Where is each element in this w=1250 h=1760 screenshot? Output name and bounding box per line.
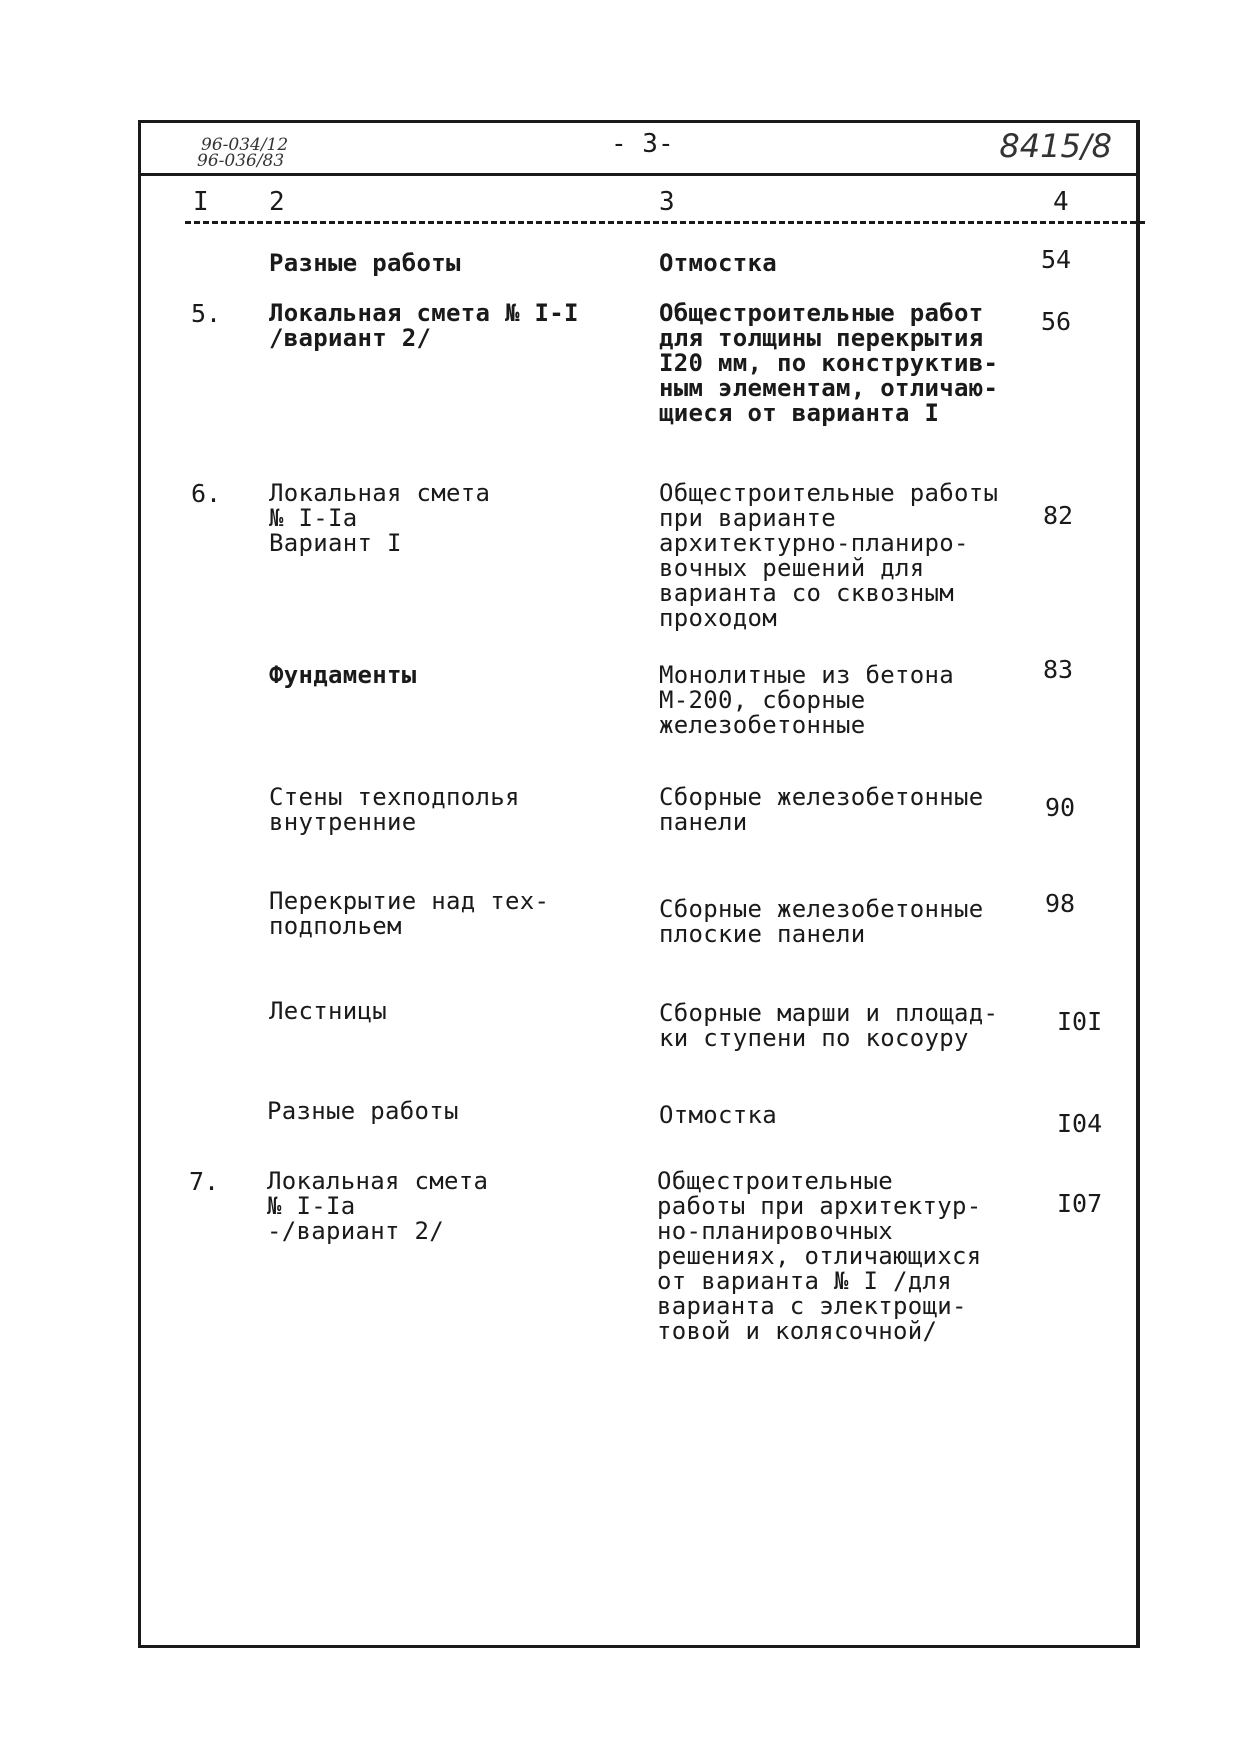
row-6-page: I0I	[1057, 1007, 1103, 1036]
row-1-desc: Общестроительные работ для толщины перекрытия I20 мм, по конструктив- ным элементам, отличаю- щиеся от варианта I	[659, 299, 999, 427]
row-0-page: 54	[1041, 245, 1072, 274]
column-header-divider	[185, 221, 1145, 224]
column-header-4: 4	[1053, 187, 1069, 217]
row-2-page: 82	[1043, 501, 1074, 530]
page-number: - 3-	[611, 129, 674, 159]
column-header-2: 2	[269, 187, 285, 217]
row-8-number: 7.	[189, 1167, 220, 1196]
row-5-desc: Сборные железобетонные плоские панели	[659, 895, 984, 948]
row-7-desc: Отмостка	[659, 1101, 777, 1129]
reference-number-1: 96-034/12	[201, 135, 289, 155]
row-3-name: Фундаменты	[269, 661, 417, 689]
row-8-page: I07	[1057, 1189, 1103, 1218]
row-1-name: Локальная смета № I-I /вариант 2/	[269, 299, 579, 352]
row-4-desc: Сборные железобетонные панели	[659, 783, 984, 836]
row-2-number: 6.	[191, 479, 222, 508]
document-code: 8415/8	[999, 127, 1112, 165]
column-header-1: I	[193, 187, 209, 217]
reference-number-2: 96-036/83	[197, 151, 285, 171]
row-3-desc: Монолитные из бетона М-200, сборные железобетонные	[659, 661, 954, 739]
row-5-page: 98	[1045, 889, 1076, 918]
row-6-desc: Сборные марши и площад- ки ступени по косоуру	[659, 999, 999, 1052]
row-4-page: 90	[1045, 793, 1076, 822]
row-0-name: Разные работы	[269, 249, 461, 277]
row-3-page: 83	[1043, 655, 1074, 684]
row-6-name: Лестницы	[269, 997, 387, 1025]
header-divider	[141, 173, 1136, 176]
row-0-desc: Отмостка	[659, 249, 777, 277]
row-8-desc: Общестроительные работы при архитектур- но-планировочных решениях, отличающихся от варианта № I /для варианта с электрощи- товой и колясочной/	[657, 1167, 982, 1345]
row-8-name: Локальная смета № I-Iа -/вариант 2/	[267, 1167, 489, 1245]
row-2-name: Локальная смета № I-Iа Вариант I	[269, 479, 491, 557]
row-7-page: I04	[1057, 1109, 1103, 1138]
row-5-name: Перекрытие над тех- подпольем	[269, 887, 550, 940]
row-1-number: 5.	[191, 299, 222, 328]
row-7-name: Разные работы	[267, 1097, 459, 1125]
column-header-3: 3	[659, 187, 675, 217]
row-1-page: 56	[1041, 307, 1072, 336]
row-4-name: Стены техподполья внутренние	[269, 783, 520, 836]
row-2-desc: Общестроительные работы при варианте архитектурно-планиро- вочных решений для варианта со сквозным проходом	[659, 479, 999, 632]
document-frame	[138, 120, 1140, 1648]
